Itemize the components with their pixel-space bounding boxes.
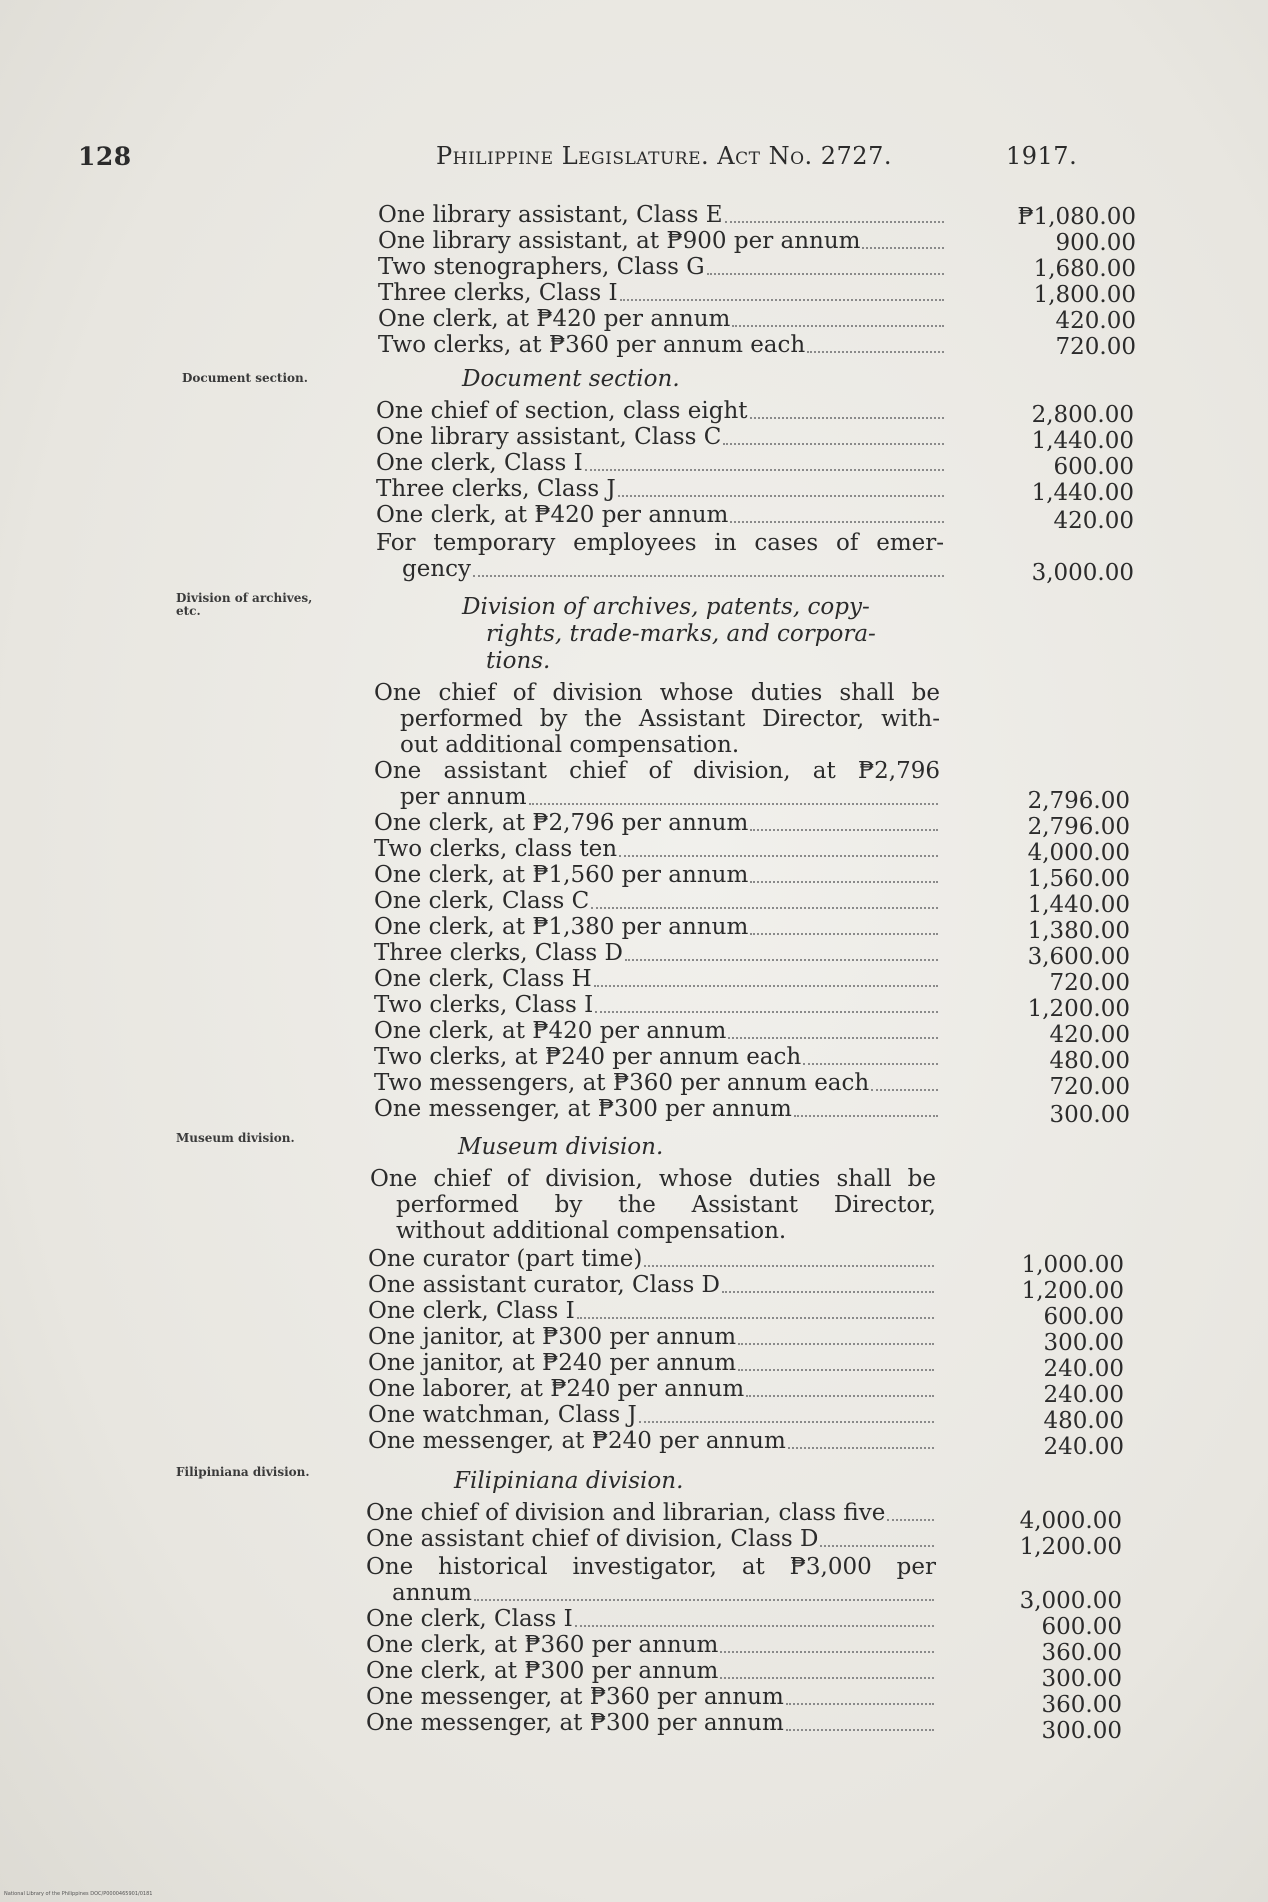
margin-note-line: Division of archives,: [176, 591, 313, 605]
leader-dots: [723, 443, 944, 445]
line-item-amount: 480.00: [1043, 1408, 1124, 1434]
line-item-amount: 240.00: [1043, 1356, 1124, 1382]
line-item: [368, 1246, 936, 1273]
line-item-amount: 3,000.00: [1019, 1588, 1122, 1614]
leader-dots: [725, 221, 944, 223]
leader-dots: [618, 495, 944, 497]
line-item-amount: 420.00: [1053, 508, 1134, 534]
margin-note: Museum division.: [176, 1131, 295, 1145]
line-item-amount: 1,000.00: [1021, 1252, 1124, 1278]
leader-dots: [595, 1011, 938, 1013]
line-item-amount: 300.00: [1041, 1666, 1122, 1692]
leader-dots: [730, 521, 944, 523]
section-heading: Filipiniana division.: [454, 1468, 684, 1494]
line-item: [378, 306, 946, 333]
line-item: [376, 502, 946, 529]
line-item: [366, 1500, 936, 1527]
line-item-label: Two clerks, Class I: [374, 992, 594, 1018]
heading-line: tions.: [486, 648, 551, 674]
line-item-amount: 720.00: [1049, 1074, 1130, 1100]
line-item-amount: 300.00: [1043, 1330, 1124, 1356]
leader-dots: [594, 985, 938, 987]
line-item: [368, 1324, 936, 1351]
line-item-amount: 300.00: [1041, 1718, 1122, 1744]
line-item: [366, 1658, 936, 1685]
line-item-amount: 2,796.00: [1027, 788, 1130, 814]
line-item-label: One messenger, at ₱240 per annum: [368, 1428, 786, 1454]
scan-credit: National Library of the Philippines DOC/P0000465901/0181: [4, 1891, 153, 1897]
line-item-amount: 720.00: [1055, 334, 1136, 360]
leader-dots: [750, 933, 938, 935]
line-item-amount: 2,800.00: [1031, 402, 1134, 428]
line-item-amount: 420.00: [1049, 1022, 1130, 1048]
leader-dots: [585, 469, 944, 471]
line-item-label: One chief of division and librarian, class five: [366, 1500, 886, 1526]
line-item-amount: 240.00: [1043, 1434, 1124, 1460]
line-item-label: per annum: [400, 784, 527, 810]
text-line: performed by the Assistant Director, with-: [400, 706, 940, 732]
line-item-amount: 1,440.00: [1031, 428, 1134, 454]
line-item: [366, 1710, 936, 1737]
line-item-label: Two clerks, class ten: [374, 836, 618, 862]
line-item: [374, 1070, 940, 1097]
line-item-label: One clerk, at ₱2,796 per annum: [374, 810, 749, 836]
line-item-label: Three clerks, Class I: [378, 280, 618, 306]
line-item-label: One curator (part time): [368, 1246, 643, 1272]
line-item-amount: 1,440.00: [1027, 892, 1130, 918]
line-item: [368, 1272, 936, 1299]
line-item: [376, 450, 946, 477]
leader-dots: [644, 1265, 934, 1267]
line-item: [374, 992, 940, 1019]
line-item-label: One messenger, at ₱300 per annum: [374, 1096, 792, 1122]
line-item: [374, 862, 940, 889]
running-year: 1917.: [1006, 142, 1078, 170]
line-item: [374, 1096, 940, 1123]
temporary-employees-text: [376, 530, 944, 556]
line-item-amount: 1,440.00: [1031, 480, 1134, 506]
line-item-label: One clerk, Class I: [376, 450, 583, 476]
line-item: [368, 1428, 936, 1455]
line-item-label: One chief of section, class eight: [376, 398, 748, 424]
leader-dots: [639, 1421, 934, 1423]
margin-note: Document section.: [182, 371, 308, 385]
text-line: One historical investigator, at ₱3,000 per: [366, 1554, 936, 1580]
line-item-label: Two stenographers, Class G: [378, 254, 705, 280]
leader-dots: [820, 1545, 934, 1547]
line-item-amount: 600.00: [1041, 1614, 1122, 1640]
historical-investigator-text: [366, 1554, 936, 1580]
leader-dots: [720, 1651, 934, 1653]
line-item: [366, 1632, 936, 1659]
line-item-amount: 600.00: [1043, 1304, 1124, 1330]
line-item-amount: 900.00: [1055, 230, 1136, 256]
leader-dots: [722, 1291, 934, 1293]
leader-dots: [871, 1089, 938, 1091]
line-item-amount: 360.00: [1041, 1640, 1122, 1666]
line-item-amount: 1,680.00: [1033, 256, 1136, 282]
line-item: [374, 1044, 940, 1071]
line-item: [374, 914, 940, 941]
line-item: [376, 424, 946, 451]
leader-dots: [732, 325, 944, 327]
line-item-amount: 420.00: [1055, 308, 1136, 334]
text-line: performed by the Assistant Director,: [396, 1192, 936, 1218]
leader-dots: [474, 1599, 934, 1601]
line-item: [366, 1526, 936, 1553]
line-item: [378, 280, 946, 307]
line-item: [374, 940, 940, 967]
line-item-label: Three clerks, Class J: [376, 476, 616, 502]
section-heading: Museum division.: [458, 1134, 664, 1160]
heading-line: Division of archives, patents, copy-: [462, 594, 870, 620]
line-item-label: gency: [402, 556, 472, 582]
text-line: One chief of division whose duties shall be: [374, 680, 940, 706]
page-number: 128: [78, 142, 132, 171]
line-item: [366, 1606, 936, 1633]
line-item: [374, 888, 940, 915]
line-item: [378, 332, 946, 359]
line-item: [378, 228, 946, 255]
leader-dots: [786, 1729, 934, 1731]
running-head: Philippine Legislature. Act No. 2727.: [436, 142, 892, 170]
leader-dots: [619, 855, 938, 857]
line-item-label: One clerk, Class C: [374, 888, 590, 914]
line-item: [392, 1580, 936, 1607]
leader-dots: [807, 351, 944, 353]
text-line: One assistant chief of division, at ₱2,796: [374, 758, 940, 784]
chief-duties-text: [374, 680, 940, 758]
leader-dots: [720, 1677, 934, 1679]
heading-line: rights, trade-marks, and corpora-: [486, 621, 876, 647]
line-item-amount: 300.00: [1049, 1102, 1130, 1128]
line-item: [378, 202, 946, 229]
line-item: [376, 398, 946, 425]
line-item-label: One clerk, at ₱420 per annum: [376, 502, 729, 528]
leader-dots: [620, 299, 944, 301]
line-item-amount: 1,800.00: [1033, 282, 1136, 308]
line-item-amount: 3,000.00: [1031, 560, 1134, 586]
line-item-amount: 1,380.00: [1027, 918, 1130, 944]
leader-dots: [728, 1037, 938, 1039]
line-item: [368, 1298, 936, 1325]
line-item-label: One laborer, at ₱240 per annum: [368, 1376, 745, 1402]
line-item: [374, 836, 940, 863]
leader-dots: [786, 1703, 934, 1705]
margin-note: [176, 592, 366, 618]
line-item-label: One library assistant, Class E: [378, 202, 723, 228]
line-item: [374, 810, 940, 837]
line-item-label: One clerk, at ₱1,560 per annum: [374, 862, 749, 888]
line-item-amount: 3,600.00: [1027, 944, 1130, 970]
line-item-amount: 2,796.00: [1027, 814, 1130, 840]
line-item-amount: 480.00: [1049, 1048, 1130, 1074]
margin-note-line: etc.: [176, 604, 201, 618]
assistant-chief-text: [374, 758, 940, 784]
line-item: [368, 1402, 936, 1429]
line-item-label: One clerk, at ₱360 per annum: [366, 1632, 719, 1658]
leader-dots: [750, 417, 944, 419]
chief-duties-text: [370, 1166, 936, 1244]
line-item-amount: 4,000.00: [1027, 840, 1130, 866]
line-item-label: One clerk, at ₱1,380 per annum: [374, 914, 749, 940]
leader-dots: [738, 1343, 934, 1345]
line-item-amount: 720.00: [1049, 970, 1130, 996]
leader-dots: [473, 575, 944, 577]
leader-dots: [794, 1115, 938, 1117]
line-item: [376, 476, 946, 503]
line-item-amount: 1,560.00: [1027, 866, 1130, 892]
leader-dots: [575, 1625, 934, 1627]
line-item-label: One library assistant, Class C: [376, 424, 722, 450]
line-item-label: Two clerks, at ₱240 per annum each: [374, 1044, 802, 1070]
line-item-amount: 1,200.00: [1019, 1534, 1122, 1560]
line-item: [402, 556, 946, 583]
line-item-label: One janitor, at ₱240 per annum: [368, 1350, 737, 1376]
line-item-amount: 1,200.00: [1021, 1278, 1124, 1304]
line-item-amount: 1,200.00: [1027, 996, 1130, 1022]
text-line: For temporary employees in cases of emer-: [376, 530, 944, 556]
leader-dots: [803, 1063, 938, 1065]
leader-dots: [738, 1369, 934, 1371]
leader-dots: [707, 273, 944, 275]
line-item: [368, 1350, 936, 1377]
line-item-label: Two messengers, at ₱360 per annum each: [374, 1070, 870, 1096]
line-item-label: One assistant curator, Class D: [368, 1272, 720, 1298]
leader-dots: [529, 803, 938, 805]
leader-dots: [862, 247, 944, 249]
line-item-label: One assistant chief of division, Class D: [366, 1526, 819, 1552]
line-item: [378, 254, 946, 281]
line-item-label: One clerk, at ₱300 per annum: [366, 1658, 719, 1684]
line-item-amount: 4,000.00: [1019, 1508, 1122, 1534]
line-item-label: One clerk, at ₱420 per annum: [378, 306, 731, 332]
line-item-label: One watchman, Class J: [368, 1402, 637, 1428]
line-item: [366, 1684, 936, 1711]
line-item-label: One clerk, Class H: [374, 966, 592, 992]
section-heading: Document section.: [462, 366, 680, 392]
line-item: [374, 966, 940, 993]
line-item-label: One clerk, Class I: [368, 1298, 575, 1324]
line-item-label: One messenger, at ₱360 per annum: [366, 1684, 784, 1710]
line-item-label: Three clerks, Class D: [374, 940, 623, 966]
leader-dots: [788, 1447, 934, 1449]
line-item-label: One clerk, Class I: [366, 1606, 573, 1632]
line-item: [368, 1376, 936, 1403]
line-item-label: Two clerks, at ₱360 per annum each: [378, 332, 806, 358]
leader-dots: [746, 1395, 934, 1397]
leader-dots: [577, 1317, 934, 1319]
line-item: [400, 784, 940, 811]
line-item-label: One clerk, at ₱420 per annum: [374, 1018, 727, 1044]
line-item: [374, 1018, 940, 1045]
line-item-amount: 240.00: [1043, 1382, 1124, 1408]
text-line: out additional compensation.: [400, 732, 740, 758]
line-item-amount: 600.00: [1053, 454, 1134, 480]
leader-dots: [591, 907, 938, 909]
text-line: without additional compensation.: [396, 1218, 787, 1244]
line-item-label: One library assistant, at ₱900 per annum: [378, 228, 861, 254]
leader-dots: [625, 959, 938, 961]
line-item-label: annum: [392, 1580, 472, 1606]
text-line: One chief of division, whose duties shall be: [370, 1166, 936, 1192]
leader-dots: [750, 829, 938, 831]
line-item-label: One janitor, at ₱300 per annum: [368, 1324, 737, 1350]
line-item-amount: 360.00: [1041, 1692, 1122, 1718]
section-heading: [462, 594, 876, 675]
leader-dots: [750, 881, 938, 883]
margin-note: Filipiniana division.: [176, 1465, 310, 1479]
line-item-label: One messenger, at ₱300 per annum: [366, 1710, 784, 1736]
leader-dots: [887, 1519, 934, 1521]
line-item-amount: ₱1,080.00: [1017, 204, 1136, 230]
